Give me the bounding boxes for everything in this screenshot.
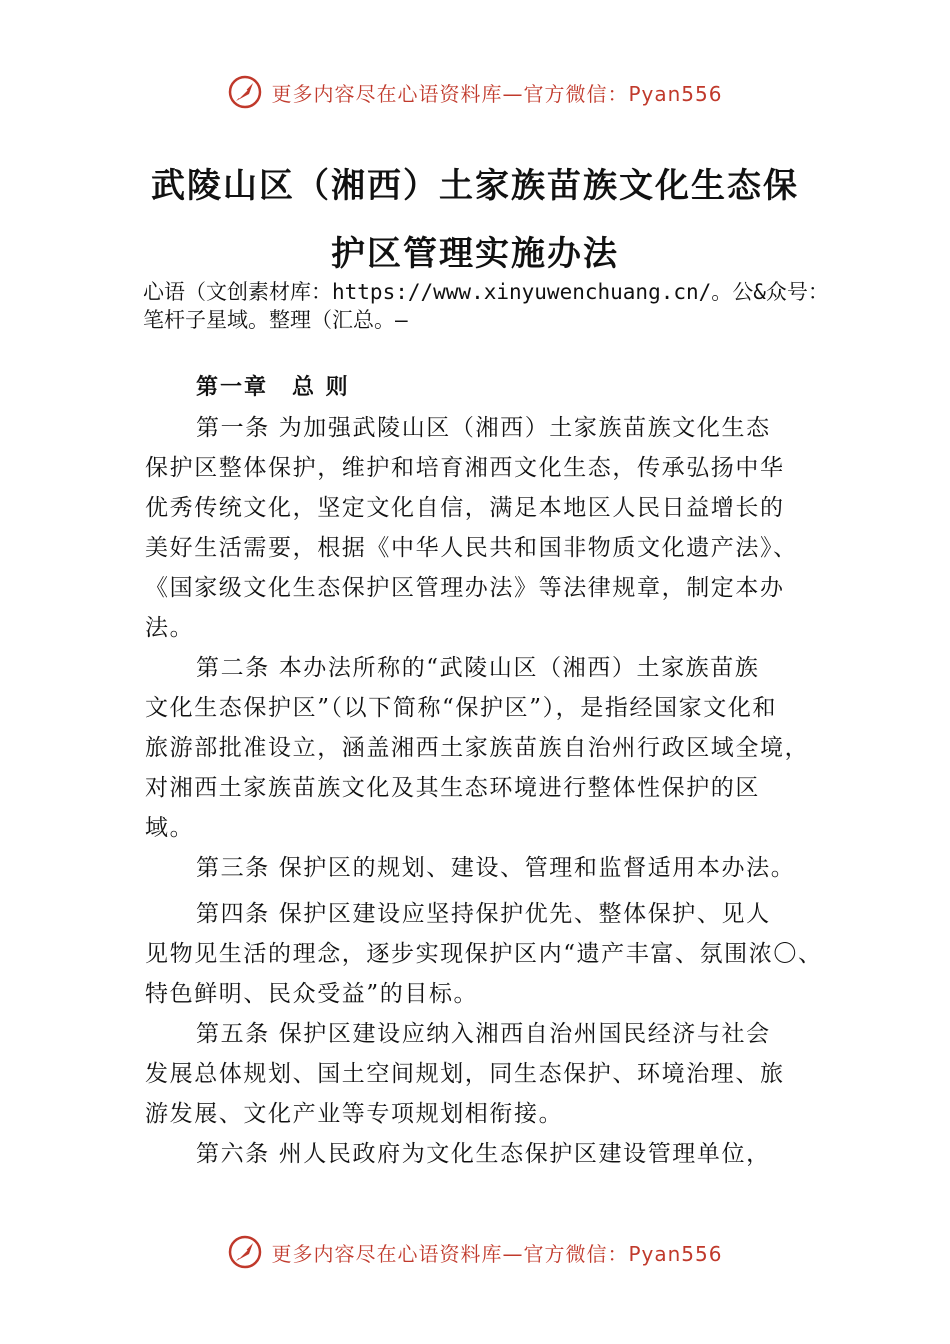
article-2-line: 文化生态保护区”（以下简称“保护区”），是指经国家文化和: [145, 695, 778, 721]
banner-text: 更多内容尽在心语资料库—官方微信：Pyan556: [271, 81, 723, 106]
source-note: 心语（文创素材库：https://www.xinyuwenchuang.cn/。公&众号：笔杆子星域。整理（汇总。—: [143, 280, 829, 332]
document-title-line-2: 护区管理实施办法: [331, 234, 619, 274]
article-1-line: 《国家级文化生态保护区管理办法》等法律规章，制定本办: [145, 575, 785, 601]
chapter-heading: 第一章 总 则: [196, 375, 350, 400]
article-5-line: 游发展、文化产业等专项规划相衔接。: [145, 1101, 564, 1127]
quill-logo-icon: [227, 1234, 263, 1270]
article-1-line: 法。: [145, 615, 195, 641]
article-1-line: 保护区整体保护，维护和培育湘西文化生态，传承弘扬中华: [145, 455, 785, 481]
article-4-line: 特色鲜明、民众受益”的目标。: [145, 981, 479, 1007]
article-4-line: 见物见生活的理念，逐步实现保护区内“遗产丰富、氛围浓〇、: [145, 941, 823, 967]
article-6-line: 第六条 州人民政府为文化生态保护区建设管理单位，: [196, 1141, 771, 1167]
article-4-line: 第四条 保护区建设应坚持保护优先、整体保护、见人: [196, 901, 771, 927]
footer-banner: [0, 1232, 950, 1272]
article-2-line: 对湘西土家族苗族文化及其生态环境进行整体性保护的区: [145, 775, 760, 801]
header-banner: [0, 72, 950, 112]
article-1-line: 优秀传统文化，坚定文化自信，满足本地区人民日益增长的: [145, 495, 785, 521]
article-5-line: 发展总体规划、国土空间规划，同生态保护、环境治理、旅: [145, 1061, 785, 1087]
quill-logo-icon: [227, 74, 263, 110]
article-5-line: 第五条 保护区建设应纳入湘西自治州国民经济与社会: [196, 1021, 771, 1047]
article-2-line: 旅游部批准设立，涵盖湘西土家族苗族自治州行政区域全境，: [145, 735, 810, 761]
article-1-line: 第一条 为加强武陵山区（湘西）土家族苗族文化生态: [196, 415, 771, 441]
document-title-line-1: 武陵山区（湘西）土家族苗族文化生态保: [151, 166, 799, 206]
article-2-line: 第二条 本办法所称的“武陵山区（湘西）土家族苗族: [196, 655, 760, 681]
article-1-line: 美好生活需要，根据《中华人民共和国非物质文化遗产法》、: [145, 535, 798, 561]
article-2-line: 域。: [145, 815, 195, 841]
article-3-line: 第三条 保护区的规划、建设、管理和监督适用本办法。: [196, 855, 796, 881]
banner-text: 更多内容尽在心语资料库—官方微信：Pyan556: [271, 1241, 723, 1266]
